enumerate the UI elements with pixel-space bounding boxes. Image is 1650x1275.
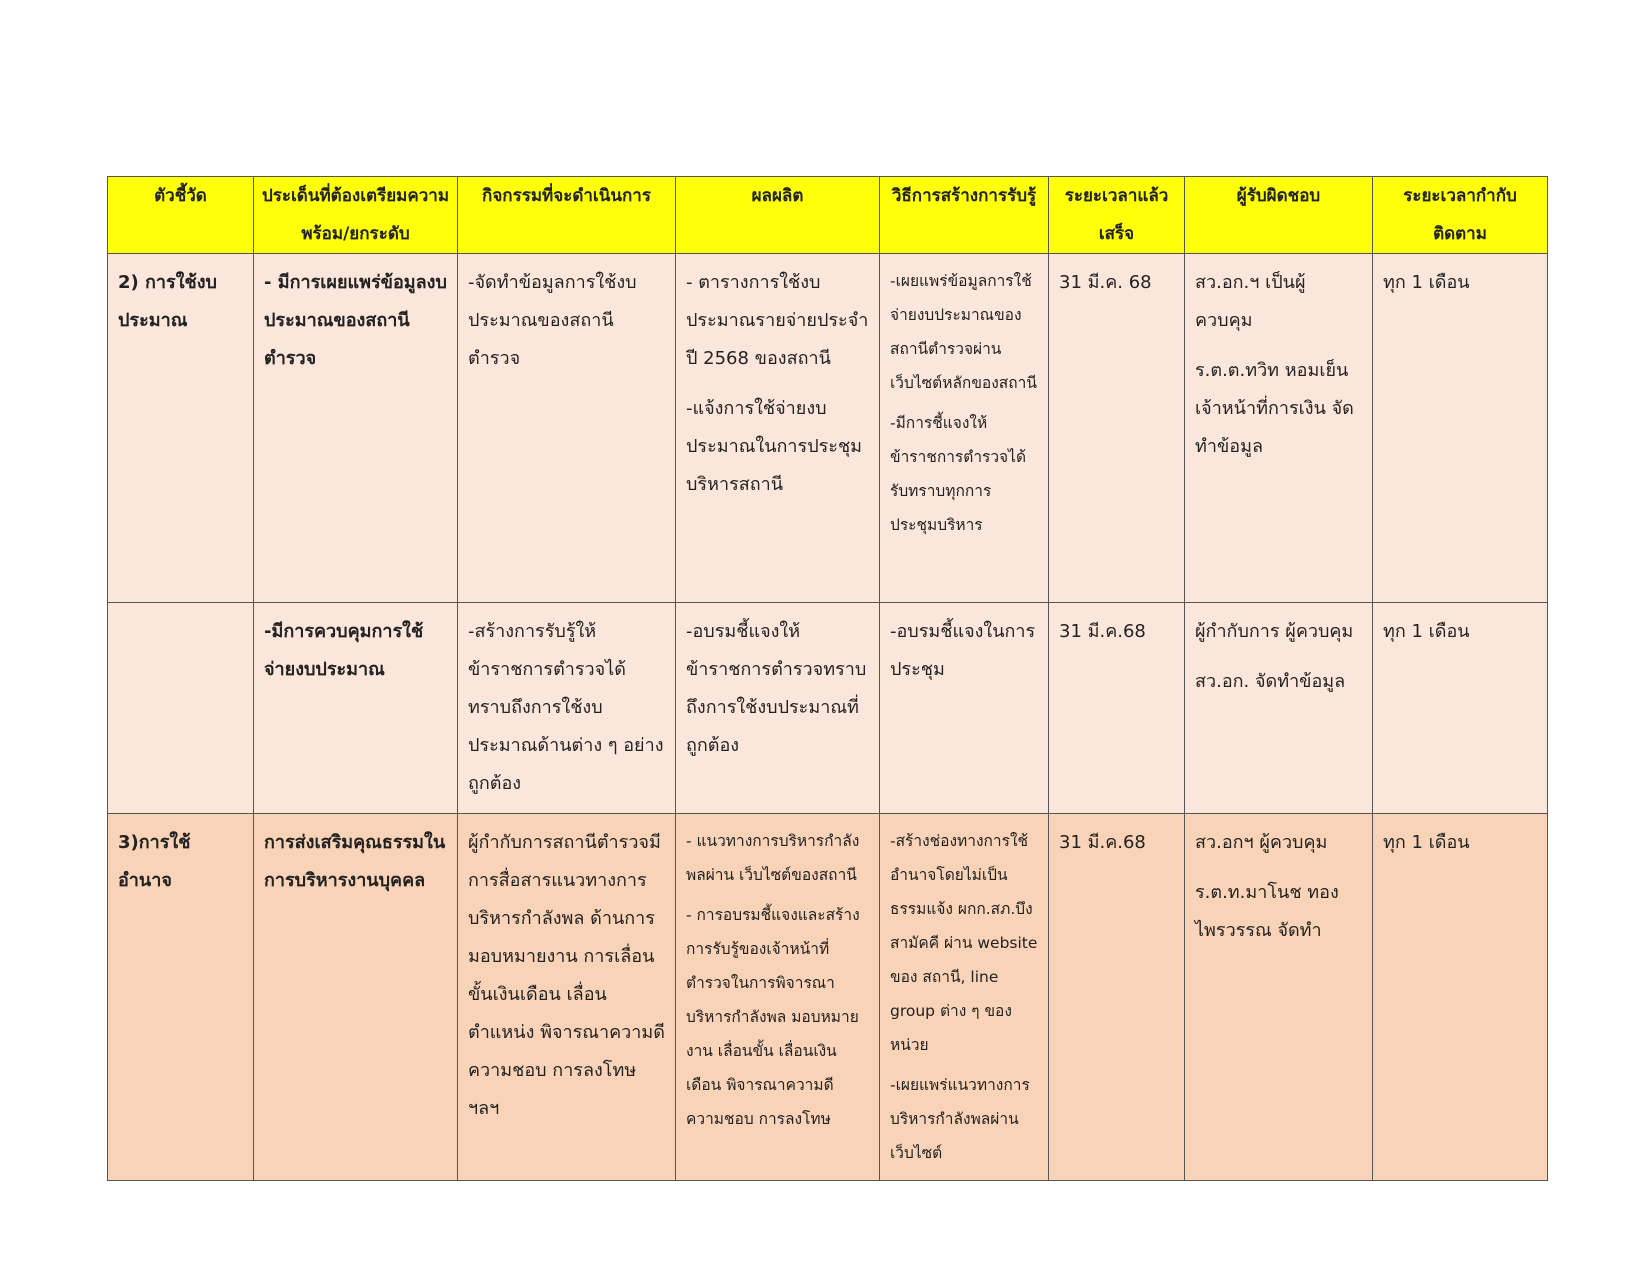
indicator-cell: 2) การใช้งบประมาณ [108,254,254,603]
header-output: ผลผลิต [676,177,880,254]
issue-cell: -มีการควบคุมการใช้จ่ายงบประมาณ [254,603,458,814]
activity-cell [458,814,676,1181]
responsible-text: สว.อก.ฯ เป็นผู้ควบคุม [1195,272,1306,331]
awareness-text: -มีการชี้แจงให้ข้าราชการตำรวจได้รับทราบทุกการประชุมบริหาร [890,414,1027,534]
responsible-text: สว.อกฯ ผู้ควบคุม [1195,832,1328,853]
output-text: -แจ้งการใช้จ่ายงบประมาณในการประชุมบริหารสถานี [686,398,863,495]
responsible-text: ร.ต.ท.มาโนช ทองไพรวรรณ จัดทำ [1195,882,1339,941]
responsible-text: ร.ต.ต.ทวิท หอมเย็น เจ้าหน้าที่การเงิน จัดทำข้อมูล [1195,360,1354,457]
followup-cell: ทุก 1 เดือน [1373,814,1548,1181]
indicator-cell: 3)การใช้อำนาจ [108,814,254,1181]
header-activity: กิจกรรมที่จะดำเนินการ [458,177,676,254]
responsible-text: ผู้กำกับการ ผู้ควบคุม [1195,621,1354,642]
activity-text: -สร้างการรับรู้ให้ข้าราชการตำรวจได้ทราบถึงการใช้งบประมาณด้านต่าง ๆ อย่างถูกต้อง [468,621,664,794]
output-text: - การอบรมชี้แจงและสร้างการรับรู้ของเจ้าหน้าที่ตำรวจในการพิจารณาบริหารกำลังพล มอบหมายงาน เลื่อนขั้น เลื่อนเงินเดือน พิจารณาความดีความชอบ การลงโทษ [686,906,860,1128]
header-followup: ระยะเวลากำกับติดตาม [1373,177,1548,254]
deadline-cell: 31 มี.ค. 68 [1049,254,1185,603]
header-awareness: วิธีการสร้างการรับรู้ [880,177,1049,254]
action-plan-table [107,176,1548,1181]
deadline-cell: 31 มี.ค.68 [1049,814,1185,1181]
responsible-cell [1185,814,1373,1181]
output-text: -อบรมชี้แจงให้ข้าราชการตำรวจทราบถึงการใช้งบประมาณที่ถูกต้อง [686,621,867,756]
header-responsible: ผู้รับผิดชอบ [1185,177,1373,254]
indicator-cell [108,603,254,814]
activity-cell [458,603,676,814]
issue-cell: การส่งเสริมคุณธรรมในการบริหารงานบุคคล [254,814,458,1181]
awareness-text: -เผยแพร่แนวทางการบริหารกำลังพลผ่านเว็บไซต์ [890,1076,1030,1162]
output-cell [676,254,880,603]
awareness-cell [880,603,1049,814]
activity-text: ผู้กำกับการสถานีตำรวจมีการสื่อสารแนวทางการบริหารกำลังพล ด้านการมอบหมายงาน การเลื่อนขั้นเงินเดือน เลื่อนตำแหน่ง พิจารณาความดีความชอบ การลงโทษ ฯลฯ [468,832,665,1119]
header-indicator: ตัวชี้วัด [108,177,254,254]
awareness-text: -เผยแพร่ข้อมูลการใช้จ่ายงบประมาณของสถานีตำรวจผ่านเว็บไซต์หลักของสถานี [890,272,1037,392]
responsible-cell [1185,603,1373,814]
responsible-cell [1185,254,1373,603]
output-cell [676,603,880,814]
table-row [108,254,1548,603]
issue-cell: - มีการเผยแพร่ข้อมูลงบประมาณของสถานีตำรวจ [254,254,458,603]
awareness-text: -อบรมชี้แจงในการประชุม [890,621,1036,680]
output-cell [676,814,880,1181]
header-issue: ประเด็นที่ต้องเตรียมความพร้อม/ยกระดับ [254,177,458,254]
activity-cell [458,254,676,603]
followup-cell: ทุก 1 เดือน [1373,254,1548,603]
activity-text: -จัดทำข้อมูลการใช้งบประมาณของสถานีตำรวจ [468,272,637,369]
table-row [108,814,1548,1181]
header-deadline: ระยะเวลาแล้วเสร็จ [1049,177,1185,254]
table-row [108,603,1548,814]
output-text: - แนวทางการบริหารกำลังพลผ่าน เว็บไซต์ของสถานี [686,832,860,884]
awareness-cell [880,254,1049,603]
awareness-text: -สร้างช่องทางการใช้อำนาจโดยไม่เป็นธรรมแจ้ง ผกก.สภ.บึงสามัคคี ผ่าน website ของ สถานี, line group ต่าง ๆ ของหน่วย [890,832,1038,1054]
responsible-text: สว.อก. จัดทำข้อมูล [1195,671,1346,692]
followup-cell: ทุก 1 เดือน [1373,603,1548,814]
output-text: - ตารางการใช้งบประมาณรายจ่ายประจำปี 2568 ของสถานี [686,272,869,369]
awareness-cell [880,814,1049,1181]
header-row [108,177,1548,254]
deadline-cell: 31 มี.ค.68 [1049,603,1185,814]
